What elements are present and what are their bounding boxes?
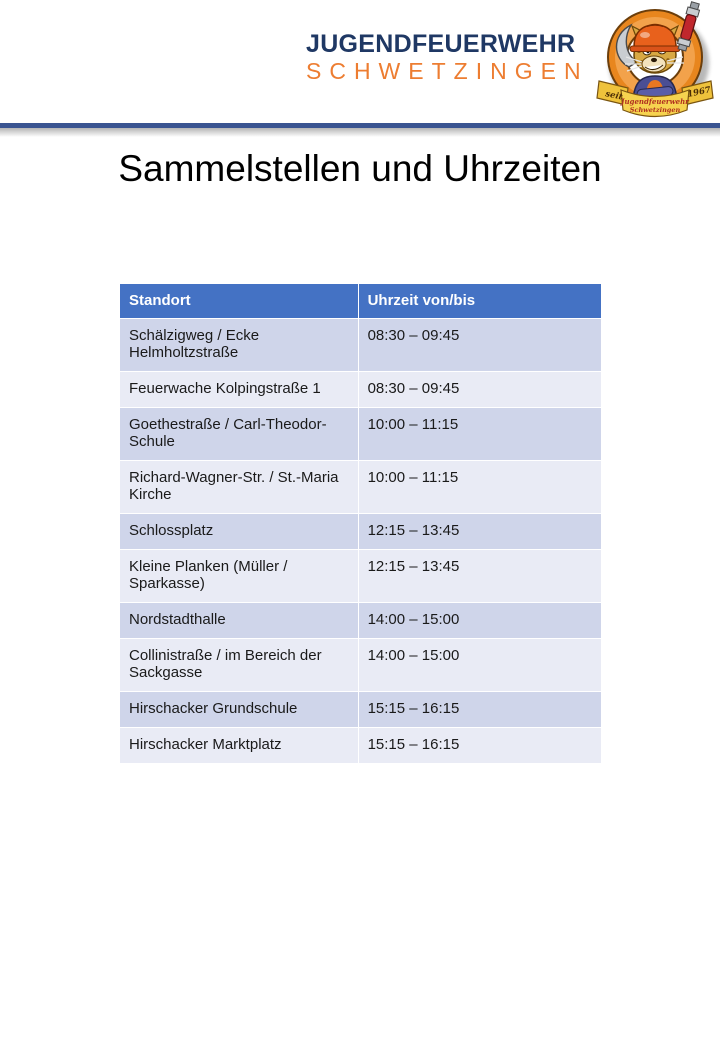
cell-standort: Schälzigweg / Ecke Helmholtzstraße: [120, 319, 359, 372]
cell-standort: Kleine Planken (Müller / Sparkasse): [120, 550, 359, 603]
cell-standort: Hirschacker Grundschule: [120, 692, 359, 728]
table-body: [120, 319, 602, 764]
brand-name-line1: JUGENDFEUERWEHR: [306, 30, 576, 58]
logo-seit-text: seit: [604, 89, 624, 103]
cell-standort: Hirschacker Marktplatz: [120, 728, 359, 764]
table-header-row: [120, 284, 602, 319]
cell-standort: Goethestraße / Carl-Theodor-Schule: [120, 408, 359, 461]
cell-uhrzeit: 15:15 – 16:15: [358, 728, 601, 764]
schedule-table: [119, 283, 602, 764]
table-row: [120, 372, 602, 408]
cell-uhrzeit: 10:00 – 11:15: [358, 461, 601, 514]
cell-uhrzeit: 10:00 – 11:15: [358, 408, 601, 461]
fire-brigade-mascot-logo-icon: [597, 5, 717, 121]
table-row: [120, 550, 602, 603]
cell-standort: Feuerwache Kolpingstraße 1: [120, 372, 359, 408]
jugendfeuerwehr-logo: [597, 5, 717, 121]
table-row: [120, 603, 602, 639]
brand-name-line2: SCHWETZINGEN: [306, 58, 589, 84]
table-row: [120, 639, 602, 692]
logo-script-line1: Jugendfeuerwehr: [621, 97, 689, 106]
cell-standort: Schlossplatz: [120, 514, 359, 550]
cell-uhrzeit: 15:15 – 16:15: [358, 692, 601, 728]
cell-standort: Collinistraße / im Bereich der Sackgasse: [120, 639, 359, 692]
cell-uhrzeit: 14:00 – 15:00: [358, 603, 601, 639]
cell-uhrzeit: 12:15 – 13:45: [358, 550, 601, 603]
cell-uhrzeit: 08:30 – 09:45: [358, 319, 601, 372]
table-row: [120, 408, 602, 461]
cell-standort: Richard-Wagner-Str. / St.-Maria Kirche: [120, 461, 359, 514]
table-row: [120, 692, 602, 728]
table-row: [120, 319, 602, 372]
cell-standort: Nordstadthalle: [120, 603, 359, 639]
table-row: [120, 728, 602, 764]
table-row: [120, 514, 602, 550]
brand-block: [306, 31, 590, 85]
cell-uhrzeit: 08:30 – 09:45: [358, 372, 601, 408]
column-header-uhrzeit: Uhrzeit von/bis: [358, 284, 601, 319]
logo-script-line2: Schwetzingen: [629, 106, 681, 114]
logo-year-text: 1967: [686, 85, 712, 100]
page-title: Sammelstellen und Uhrzeiten: [118, 148, 602, 189]
column-header-standort: Standort: [120, 284, 359, 319]
table-row: [120, 461, 602, 514]
cell-uhrzeit: 14:00 – 15:00: [358, 639, 601, 692]
header-divider-shadow: [0, 128, 720, 137]
cell-uhrzeit: 12:15 – 13:45: [358, 514, 601, 550]
